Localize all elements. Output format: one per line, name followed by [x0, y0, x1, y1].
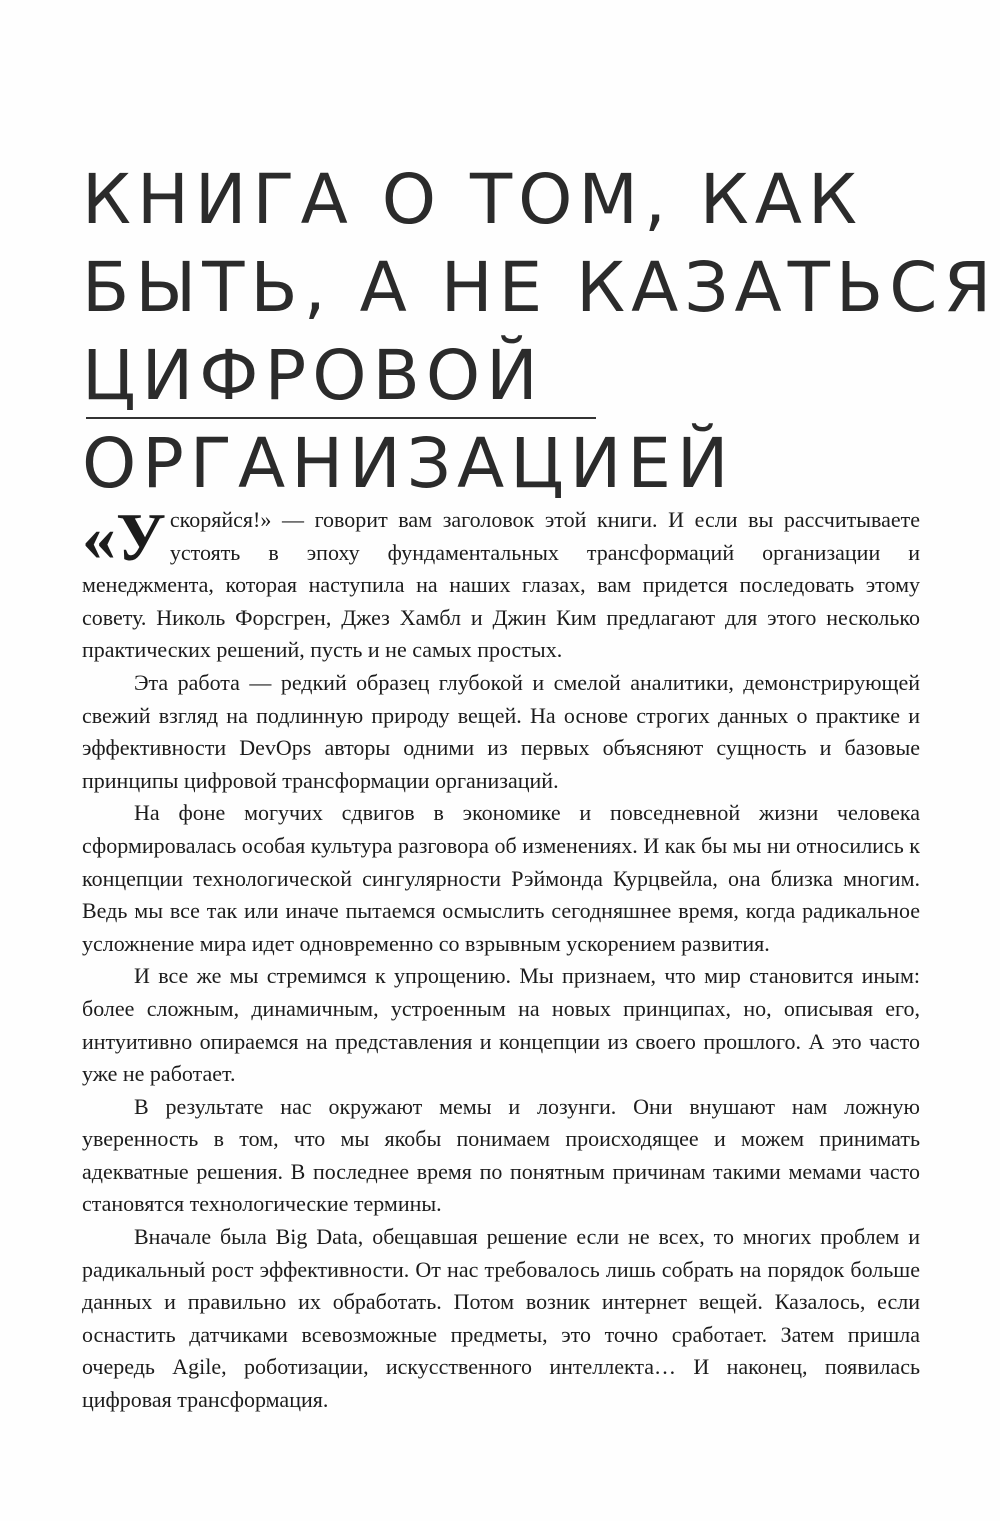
paragraph-text: скоряйся!» — говорит вам заголовок этой книги. И если вы рассчитываете устоять в эпоху фундаментальных трансформаций организации и менеджмента, которая наступила на наших глазах, вам придется последовать этому совету. Николь Форсгрен, Джез Хамбл и Джин Ким предлагают для этого несколько практических решений, пусть и не самых простых.	[82, 507, 920, 663]
chapter-title-line: ОРГАНИЗАЦИЕЙ	[82, 424, 735, 504]
paragraph: На фоне могучих сдвигов в экономике и повседневной жизни человека сформировалась особая культура разговора об изменениях. И как бы мы ни относились к концепции технологической сингулярности Рэймонда Курцвейла, она близка многим. Ведь мы все так или иначе пытаемся осмыслить сегодняшнее время, когда радикальное усложнение мира идет одновременно со взрывным ускорением развития.	[82, 800, 920, 956]
chapter-title-line: БЫТЬ, А НЕ КАЗАТЬСЯ	[82, 248, 998, 328]
drop-cap: «У	[82, 499, 166, 575]
paragraph: Эта работа — редкий образец глубокой и смелой аналитики, демонстрирующей свежий взгляд на подлинную природу вещей. На основе строгих данных о практике и эффективности DevOps авторы одними из первых объясняют сущность и базовые принципы цифровой трансформации организаций.	[82, 669, 920, 793]
body-text	[82, 499, 920, 1417]
chapter-title-line: КНИГА О ТОМ, КАК	[82, 160, 863, 240]
paragraph: И все же мы стремимся к упрощению. Мы признаем, что мир становится иным: более сложным, динамичным, устроенным на новых принципах, но, описывая его, интуитивно опираемся на представления и концепции из своего прошлого. А это часто уже не работает.	[82, 963, 920, 1087]
chapter-title	[82, 156, 998, 508]
paragraph	[82, 499, 920, 667]
paragraph: В результате нас окружают мемы и лозунги. Они внушают нам ложную уверенность в том, что мы якобы понимаем происходящее и можем принимать адекватные решения. В последнее время по понятным причинам такими мемами часто становятся технологические термины.	[82, 1093, 920, 1217]
chapter-title-line: ЦИФРОВОЙ	[82, 336, 544, 416]
paragraph: Вначале была Big Data, обещавшая решение если не всех, то многих проблем и радикальный рост эффективности. От нас требовалось лишь собрать на порядок больше данных и правильно их обработать. Потом возник интернет вещей. Казалось, если оснастить датчиками всевозможные предметы, это точно сработает. Затем пришла очередь Agile, роботизации, искусственного интеллекта… И наконец, появилась цифровая трансформация.	[82, 1224, 920, 1413]
title-underline	[86, 417, 596, 419]
